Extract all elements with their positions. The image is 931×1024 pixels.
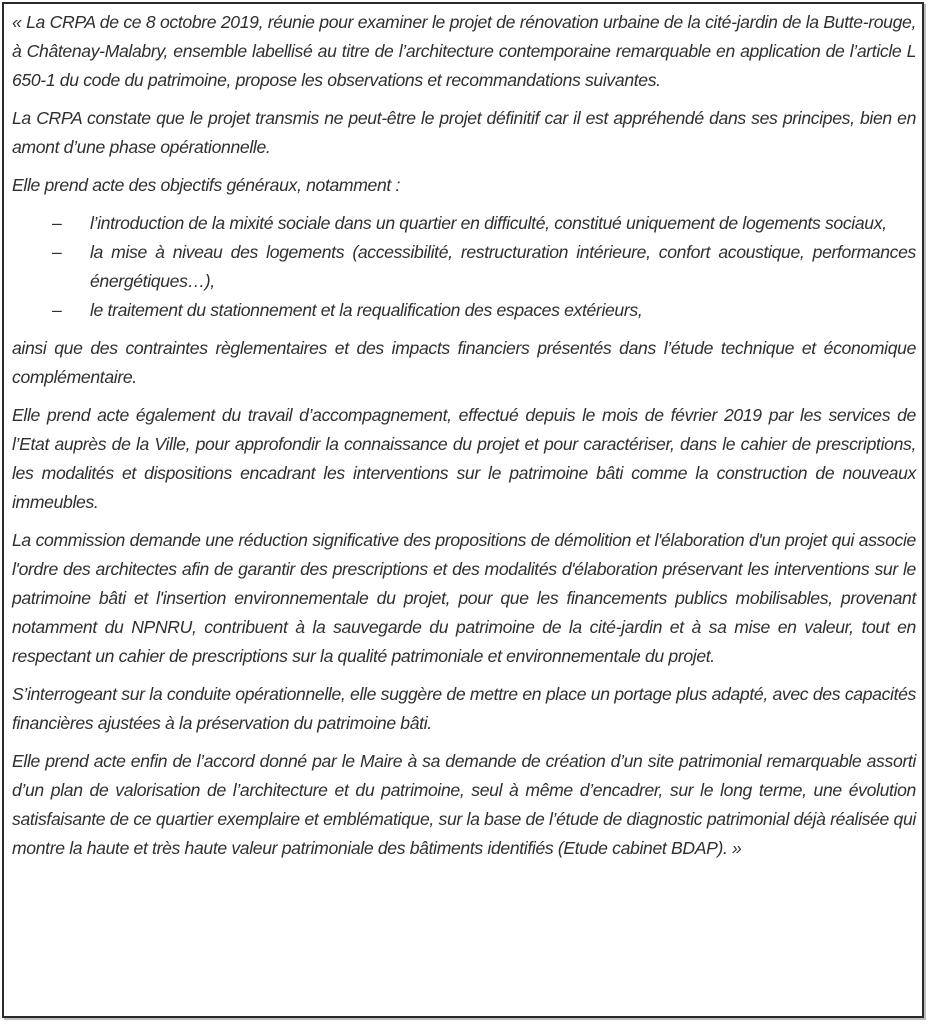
objectives-list <box>12 209 916 325</box>
list-item-text: la mise à niveau des logements (accessibilité, restructuration intérieure, confort acoustique, performances énergétiques…), <box>90 242 916 291</box>
list-item-text: l’introduction de la mixité sociale dans un quartier en difficulté, constitué uniquement de logements sociaux, <box>90 213 887 233</box>
paragraph-accompagnement: Elle prend acte également du travail d’accompagnement, effectué depuis le mois de février 2019 par les services de l’Etat auprès de la Ville, pour approfondir la connaissance du projet et pour caractériser, dans le cahier de prescriptions, les modalités et dispositions encadrant les interventions sur le patrimoine bâti comme la construction de nouveaux immeubles. <box>12 405 916 512</box>
dash-bullet-icon: – <box>52 300 62 320</box>
list-item <box>12 209 916 238</box>
paragraph-demande-commission: La commission demande une réduction significative des propositions de démolition et l'élaboration d'un projet qui associe l'ordre des architectes afin de garantir des prescriptions et des modalités d'élaboration préservant les interventions sur le patrimoine bâti et l'insertion environnementale du projet, pour que les financements publics mobilisables, provenant notamment du NPNRU, contribuent à la sauvegarde du patrimoine de la cité-jardin et à sa mise en valeur, tout en respectant un cahier de prescriptions sur la qualité patrimoniale et environnementale du projet. <box>12 530 916 666</box>
paragraph-constat: La CRPA constate que le projet transmis ne peut-être le projet définitif car il est appréhendé dans ses principes, bien en amont d’une phase opérationnelle. <box>12 108 916 157</box>
paragraph-contraintes: ainsi que des contraintes règlementaires et des impacts financiers présentés dans l’étude technique et économique complémentaire. <box>12 338 916 387</box>
paragraph-conduite-operationnelle: S’interrogeant sur la conduite opérationnelle, elle suggère de mettre en place un portage plus adapté, avec des capacités financières ajustées à la préservation du patrimoine bâti. <box>12 684 916 733</box>
paragraph-accord-maire: Elle prend acte enfin de l’accord donné par le Maire à sa demande de création d’un site patrimonial remarquable assorti d’un plan de valorisation de l’architecture et du patrimoine, seul à même d’encadrer, sur le long terme, une évolution satisfaisante de ce quartier exemplaire et emblématique, sur la base de l’étude de diagnostic patrimonial déjà réalisée qui montre la haute et très haute valeur patrimoniale des bâtiments identifiés (Etude cabinet BDAP). » <box>12 751 916 858</box>
paragraph-intro: « La CRPA de ce 8 octobre 2019, réunie pour examiner le projet de rénovation urbaine de la cité-jardin de la Butte-rouge, à Châtenay-Malabry, ensemble labellisé au titre de l’architecture contemporaine remarquable en application de l’article L 650-1 du code du patrimoine, propose les observations et recommandations suivantes. <box>12 12 916 90</box>
quote-content <box>12 8 916 863</box>
list-item <box>12 296 916 325</box>
dash-bullet-icon: – <box>52 242 62 262</box>
quote-box <box>2 2 924 1018</box>
paragraph-objectifs-intro: Elle prend acte des objectifs généraux, notamment : <box>12 175 401 195</box>
list-item <box>12 238 916 296</box>
dash-bullet-icon: – <box>52 213 62 233</box>
list-item-text: le traitement du stationnement et la requalification des espaces extérieurs, <box>90 300 643 320</box>
